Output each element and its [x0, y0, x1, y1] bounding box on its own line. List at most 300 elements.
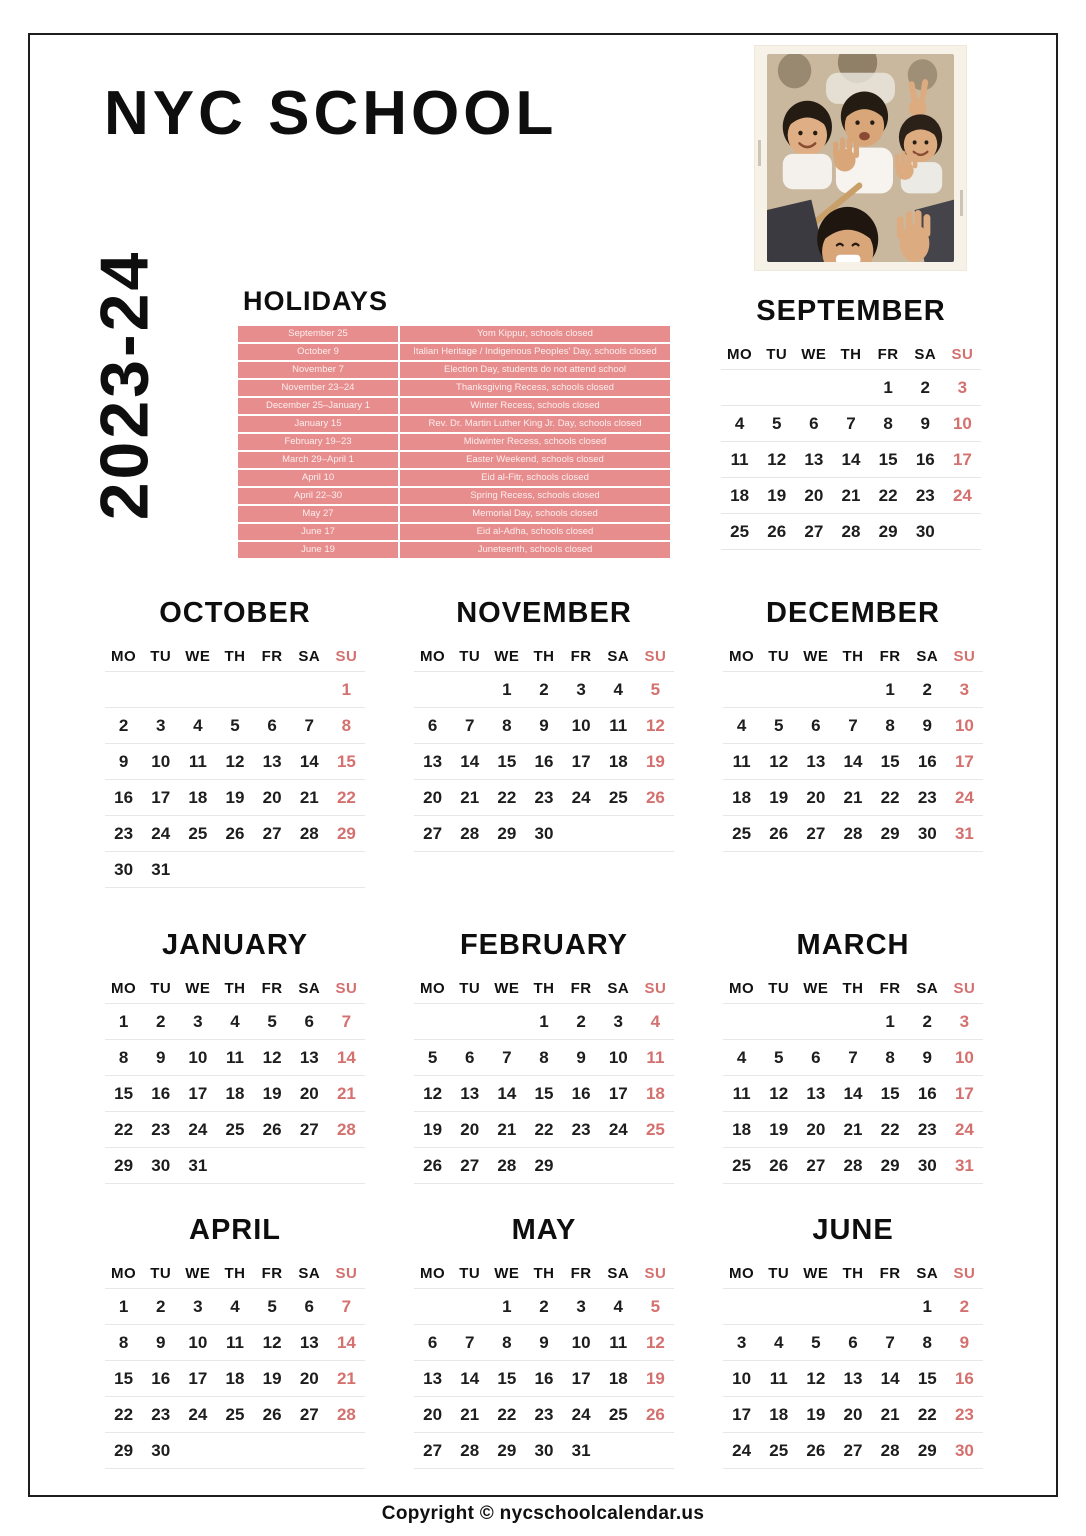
calendar-day: 1: [539, 1011, 549, 1031]
holiday-date: January 15: [238, 416, 398, 432]
calendar-day: 16: [534, 751, 554, 771]
holiday-date: October 9: [238, 344, 398, 360]
week-row: [414, 1076, 674, 1112]
calendar-day: 3: [959, 679, 970, 699]
calendar-day: 7: [341, 1011, 352, 1031]
weekday-header: SU: [953, 1265, 976, 1282]
calendar-day: 24: [571, 1404, 591, 1424]
calendar-day: 31: [954, 1155, 974, 1175]
calendar-day: 16: [571, 1083, 591, 1103]
weekday-header: WE: [185, 1265, 211, 1282]
calendar-day: 15: [114, 1083, 134, 1103]
weekday-header: MO: [419, 980, 446, 997]
calendar-day: 3: [193, 1011, 203, 1031]
weekday-header: MO: [110, 1265, 137, 1282]
calendar-day: 10: [732, 1368, 752, 1388]
calendar-day: 6: [304, 1011, 314, 1031]
month-calendar-may: [414, 1214, 674, 1469]
calendar-day: 3: [613, 1011, 623, 1031]
week-row: [414, 816, 674, 852]
calendar-day: 24: [952, 485, 972, 505]
calendar-day: 23: [151, 1404, 171, 1424]
calendar-day: 30: [917, 1155, 937, 1175]
calendar-day: 26: [769, 823, 789, 843]
calendar-day: 22: [534, 1119, 554, 1139]
holidays-table: [238, 326, 670, 558]
calendar-day: 26: [806, 1440, 826, 1460]
calendar-day: 26: [645, 1404, 665, 1424]
weekday-header: TU: [768, 1265, 790, 1282]
weekday-header: FR: [879, 1265, 901, 1282]
calendar-day: 3: [736, 1332, 747, 1352]
calendar-day: 2: [920, 377, 930, 397]
calendar-day: 27: [843, 1440, 863, 1460]
month-calendar-april: [105, 1214, 365, 1469]
calendar-day: 7: [304, 715, 314, 735]
weekday-header: SU: [953, 980, 976, 997]
calendar-day: 4: [650, 1011, 661, 1031]
weekday-header: SA: [607, 648, 630, 665]
week-row: [105, 672, 365, 708]
calendar-day: 6: [427, 1332, 438, 1352]
weekday-header: SA: [916, 980, 939, 997]
weekday-header: WE: [494, 648, 520, 665]
week-row: [105, 816, 365, 852]
calendar-day: 18: [769, 1404, 789, 1424]
week-row: [721, 514, 981, 550]
week-row: [105, 1289, 365, 1325]
week-row: [105, 1397, 365, 1433]
weekday-header: SU: [644, 648, 667, 665]
weekday-header: WE: [803, 648, 829, 665]
holiday-row: [238, 488, 670, 504]
calendar-day: 4: [230, 1011, 240, 1031]
week-row: [105, 1040, 365, 1076]
calendar-day: 19: [645, 1368, 665, 1388]
calendar-day: 9: [920, 413, 930, 433]
holiday-description: Italian Heritage / Indigenous Peoples' Day, schools closed: [400, 344, 670, 360]
calendar-day: 13: [804, 449, 824, 469]
calendar-day: 4: [193, 715, 203, 735]
weekday-header: SU: [953, 648, 976, 665]
calendar-day: 2: [539, 1296, 549, 1316]
weekday-header: MO: [728, 980, 755, 997]
calendar-day: 24: [571, 787, 591, 807]
calendar-day: 18: [608, 751, 628, 771]
calendar-day: 10: [954, 715, 974, 735]
week-row: [723, 780, 983, 816]
calendar-day: 23: [915, 485, 935, 505]
week-row: [723, 1040, 983, 1076]
weekday-header: SU: [335, 648, 358, 665]
calendar-day: 23: [114, 823, 134, 843]
calendar-day: 24: [188, 1404, 208, 1424]
calendar-day: 6: [267, 715, 277, 735]
holiday-description: Eid al-Fitr, schools closed: [400, 470, 670, 486]
holiday-row: [238, 398, 670, 414]
calendar-day: 11: [646, 1047, 665, 1067]
calendar-day: 24: [954, 787, 974, 807]
calendar-day: 15: [880, 1083, 900, 1103]
weekday-header-row: [414, 974, 674, 1004]
calendar-day: 5: [427, 1047, 438, 1067]
calendar-day: 2: [155, 1296, 166, 1316]
week-row: [414, 708, 674, 744]
weekday-header: TH: [533, 980, 555, 997]
weekday-header: SU: [335, 980, 358, 997]
weekday-header: TU: [768, 980, 790, 997]
calendar-day: 2: [959, 1296, 970, 1316]
week-row: [721, 370, 981, 406]
calendar-day: 25: [608, 787, 628, 807]
weekday-header-row: [414, 1259, 674, 1289]
calendar-day: 24: [188, 1119, 208, 1139]
calendar-day: 16: [917, 1083, 937, 1103]
calendar-day: 31: [571, 1440, 591, 1460]
calendar-day: 19: [769, 1119, 789, 1139]
calendar-day: 1: [885, 1011, 895, 1031]
month-title: SEPTEMBER: [756, 295, 946, 327]
weekday-header: MO: [110, 980, 137, 997]
calendar-day: 1: [118, 1011, 129, 1031]
calendar-day: 8: [539, 1047, 549, 1067]
month-title: NOVEMBER: [456, 597, 632, 629]
school-children-photo: [754, 45, 967, 271]
weekday-header: SA: [298, 980, 321, 997]
weekday-header: MO: [728, 1265, 755, 1282]
calendar-day: 1: [118, 1296, 129, 1316]
calendar-day: 23: [534, 787, 554, 807]
calendar-day: 18: [188, 787, 208, 807]
week-row: [723, 1148, 983, 1184]
weekday-header: TH: [224, 980, 246, 997]
holiday-row: [238, 326, 670, 342]
calendar-day: 4: [736, 715, 747, 735]
calendar-day: 29: [880, 823, 900, 843]
weekday-header-row: [723, 642, 983, 672]
week-row: [105, 1004, 365, 1040]
weekday-header: WE: [803, 1265, 829, 1282]
calendar-day: 6: [848, 1332, 858, 1352]
weekday-header: TU: [766, 346, 788, 363]
calendar-day: 9: [922, 1047, 932, 1067]
calendar-day: 23: [151, 1119, 171, 1139]
holiday-date: March 29–April 1: [238, 452, 398, 468]
calendar-day: 30: [151, 1440, 171, 1460]
calendar-day: 21: [299, 787, 319, 807]
calendar-day: 5: [267, 1011, 277, 1031]
calendar-day: 15: [114, 1368, 134, 1388]
calendar-day: 17: [188, 1083, 208, 1103]
weekday-header: FR: [570, 648, 592, 665]
calendar-day: 5: [650, 679, 661, 699]
calendar-day: 26: [645, 787, 665, 807]
calendar-day: 2: [155, 1011, 166, 1031]
calendar-day: 20: [843, 1404, 863, 1424]
calendar-day: 23: [571, 1119, 591, 1139]
calendar-day: 5: [811, 1332, 821, 1352]
weekday-header: FR: [877, 346, 899, 363]
holiday-description: Juneteenth, schools closed: [400, 542, 670, 558]
weekday-header: TH: [842, 1265, 864, 1282]
holiday-date: February 19–23: [238, 434, 398, 450]
holiday-date: June 17: [238, 524, 398, 540]
calendar-day: 9: [155, 1332, 166, 1352]
calendar-day: 13: [423, 751, 443, 771]
holiday-row: [238, 506, 670, 522]
calendar-day: 5: [773, 715, 784, 735]
calendar-day: 12: [645, 715, 665, 735]
calendar-day: 4: [230, 1296, 240, 1316]
calendar-day: 23: [954, 1404, 974, 1424]
calendar-day: 17: [608, 1083, 628, 1103]
weekday-header: MO: [110, 648, 137, 665]
calendar-day: 27: [806, 823, 826, 843]
calendar-day: 7: [846, 413, 856, 433]
month-title: FEBRUARY: [459, 929, 629, 961]
calendar-day: 25: [225, 1119, 245, 1139]
week-row: [414, 1004, 674, 1040]
calendar-day: 11: [732, 1083, 751, 1103]
calendar-day: 12: [225, 751, 245, 771]
calendar-day: 20: [804, 485, 824, 505]
calendar-day: 30: [534, 823, 554, 843]
calendar-day: 14: [880, 1368, 900, 1388]
calendar-day: 26: [262, 1404, 282, 1424]
calendar-day: 11: [226, 1332, 244, 1352]
week-row: [723, 672, 983, 708]
holiday-description: Memorial Day, schools closed: [400, 506, 670, 522]
calendar-day: 28: [336, 1119, 356, 1139]
month-title: JUNE: [812, 1214, 894, 1246]
calendar-day: 1: [502, 1296, 512, 1316]
calendar-day: 31: [954, 823, 974, 843]
week-row: [723, 744, 983, 780]
calendar-day: 16: [114, 787, 134, 807]
calendar-day: 27: [299, 1404, 319, 1424]
calendar-day: 26: [262, 1119, 282, 1139]
calendar-day: 19: [225, 787, 245, 807]
calendar-day: 8: [885, 1047, 895, 1067]
calendar-day: 19: [645, 751, 665, 771]
holiday-row: [238, 542, 670, 558]
week-row: [414, 1361, 674, 1397]
calendar-day: 21: [880, 1404, 900, 1424]
calendar-day: 1: [341, 679, 352, 699]
film-frame-mark: [758, 140, 761, 166]
calendar-day: 12: [262, 1332, 282, 1352]
calendar-day: 23: [917, 787, 937, 807]
calendar-day: 19: [769, 787, 789, 807]
weekday-header: FR: [261, 980, 283, 997]
calendar-day: 29: [917, 1440, 937, 1460]
calendar-day: 1: [885, 679, 895, 699]
calendar-day: 30: [151, 1155, 171, 1175]
calendar-day: 25: [608, 1404, 628, 1424]
calendar-day: 29: [336, 823, 356, 843]
week-row: [721, 478, 981, 514]
calendar-day: 20: [299, 1368, 319, 1388]
calendar-day: 11: [732, 751, 751, 771]
calendar-day: 8: [883, 413, 893, 433]
calendar-day: 14: [460, 1368, 480, 1388]
calendar-day: 6: [427, 715, 438, 735]
calendar-day: 25: [730, 521, 750, 541]
holiday-description: Rev. Dr. Martin Luther King Jr. Day, schools closed: [400, 416, 670, 432]
calendar-day: 5: [267, 1296, 277, 1316]
calendar-day: 21: [336, 1083, 356, 1103]
calendar-day: 8: [502, 715, 512, 735]
week-row: [723, 708, 983, 744]
calendar-day: 13: [299, 1047, 319, 1067]
calendar-day: 30: [915, 521, 935, 541]
week-row: [723, 1361, 983, 1397]
calendar-day: 18: [732, 1119, 752, 1139]
holiday-date: November 23–24: [238, 380, 398, 396]
calendar-day: 20: [806, 1119, 826, 1139]
calendar-day: 18: [645, 1083, 665, 1103]
calendar-day: 16: [954, 1368, 974, 1388]
calendar-day: 9: [539, 1332, 549, 1352]
calendar-day: 22: [878, 485, 898, 505]
calendar-day: 30: [954, 1440, 974, 1460]
holiday-description: Yom Kippur, schools closed: [400, 326, 670, 342]
calendar-day: 25: [769, 1440, 789, 1460]
holiday-description: Winter Recess, schools closed: [400, 398, 670, 414]
week-row: [723, 1289, 983, 1325]
calendar-day: 10: [952, 413, 972, 433]
calendar-day: 5: [650, 1296, 661, 1316]
calendar-day: 22: [917, 1404, 937, 1424]
calendar-day: 14: [336, 1047, 356, 1067]
weekday-header-row: [105, 642, 365, 672]
month-title: MARCH: [796, 929, 910, 961]
calendar-day: 10: [608, 1047, 628, 1067]
calendar-day: 11: [226, 1047, 244, 1067]
calendar-day: 29: [497, 1440, 517, 1460]
calendar-day: 31: [188, 1155, 208, 1175]
holiday-row: [238, 416, 670, 432]
calendar-day: 27: [806, 1155, 826, 1175]
calendar-day: 23: [917, 1119, 937, 1139]
calendar-day: 27: [299, 1119, 319, 1139]
weekday-header: SA: [298, 648, 321, 665]
week-row: [414, 1289, 674, 1325]
weekday-header-row: [723, 974, 983, 1004]
weekday-header: SA: [607, 1265, 630, 1282]
calendar-day: 31: [151, 859, 171, 879]
weekday-header: WE: [801, 346, 827, 363]
calendar-day: 13: [460, 1083, 480, 1103]
week-row: [723, 1112, 983, 1148]
calendar-day: 7: [848, 715, 858, 735]
school-year-label: 2023-24: [86, 249, 162, 521]
calendar-day: 15: [497, 751, 517, 771]
weekday-header: FR: [879, 648, 901, 665]
calendar-day: 1: [922, 1296, 932, 1316]
holiday-description: Election Day, students do not attend school: [400, 362, 670, 378]
calendar-day: 12: [769, 1083, 789, 1103]
calendar-day: 28: [460, 1440, 480, 1460]
week-row: [105, 1361, 365, 1397]
calendar-day: 19: [767, 485, 787, 505]
holiday-row: [238, 434, 670, 450]
calendar-day: 14: [497, 1083, 517, 1103]
calendar-day: 12: [767, 449, 787, 469]
week-row: [414, 780, 674, 816]
week-row: [723, 1004, 983, 1040]
calendar-day: 25: [188, 823, 208, 843]
week-row: [105, 1433, 365, 1469]
calendar-day: 9: [118, 751, 129, 771]
week-row: [414, 1040, 674, 1076]
calendar-day: 27: [262, 823, 282, 843]
weekday-header: SU: [644, 1265, 667, 1282]
calendar-day: 17: [954, 1083, 974, 1103]
weekday-header: WE: [494, 980, 520, 997]
calendar-day: 3: [155, 715, 166, 735]
weekday-header: SA: [914, 346, 937, 363]
calendar-day: 11: [609, 715, 628, 735]
weekday-header: TH: [842, 980, 864, 997]
calendar-day: 25: [732, 823, 752, 843]
calendar-day: 15: [497, 1368, 517, 1388]
holiday-row: [238, 362, 670, 378]
holiday-row: [238, 452, 670, 468]
calendar-day: 11: [769, 1368, 788, 1388]
holidays-heading: HOLIDAYS: [243, 286, 389, 316]
calendar-day: 27: [423, 1440, 443, 1460]
calendar-day: 19: [262, 1368, 282, 1388]
calendar-day: 21: [460, 1404, 480, 1424]
calendar-day: 18: [608, 1368, 628, 1388]
calendar-day: 26: [225, 823, 245, 843]
holiday-date: November 7: [238, 362, 398, 378]
calendar-day: 2: [576, 1011, 586, 1031]
calendar-day: 29: [114, 1155, 134, 1175]
calendar-day: 1: [883, 377, 893, 397]
calendar-day: 29: [880, 1155, 900, 1175]
calendar-day: 24: [732, 1440, 752, 1460]
calendar-day: 11: [730, 449, 749, 469]
week-row: [723, 1325, 983, 1361]
calendar-day: 25: [645, 1119, 665, 1139]
calendar-day: 14: [336, 1332, 356, 1352]
calendar-day: 28: [299, 823, 319, 843]
calendar-day: 28: [843, 1155, 863, 1175]
calendar-day: 4: [736, 1047, 747, 1067]
calendar-day: 14: [841, 449, 861, 469]
holiday-description: Spring Recess, schools closed: [400, 488, 670, 504]
calendar-day: 20: [423, 1404, 443, 1424]
calendar-day: 8: [118, 1332, 129, 1352]
calendar-day: 11: [188, 751, 207, 771]
weekday-header: FR: [570, 980, 592, 997]
copyright-footer: Copyright © nycschoolcalendar.us: [381, 1503, 705, 1524]
week-row: [105, 744, 365, 780]
holiday-row: [238, 380, 670, 396]
calendar-day: 22: [880, 1119, 900, 1139]
month-calendar-june: [723, 1214, 983, 1469]
calendar-day: 10: [571, 1332, 591, 1352]
calendar-day: 20: [806, 787, 826, 807]
week-row: [105, 1076, 365, 1112]
calendar-day: 12: [806, 1368, 826, 1388]
month-calendar-october: [105, 597, 365, 888]
week-row: [723, 816, 983, 852]
calendar-day: 17: [571, 1368, 591, 1388]
year-label-wrap: [82, 205, 166, 565]
